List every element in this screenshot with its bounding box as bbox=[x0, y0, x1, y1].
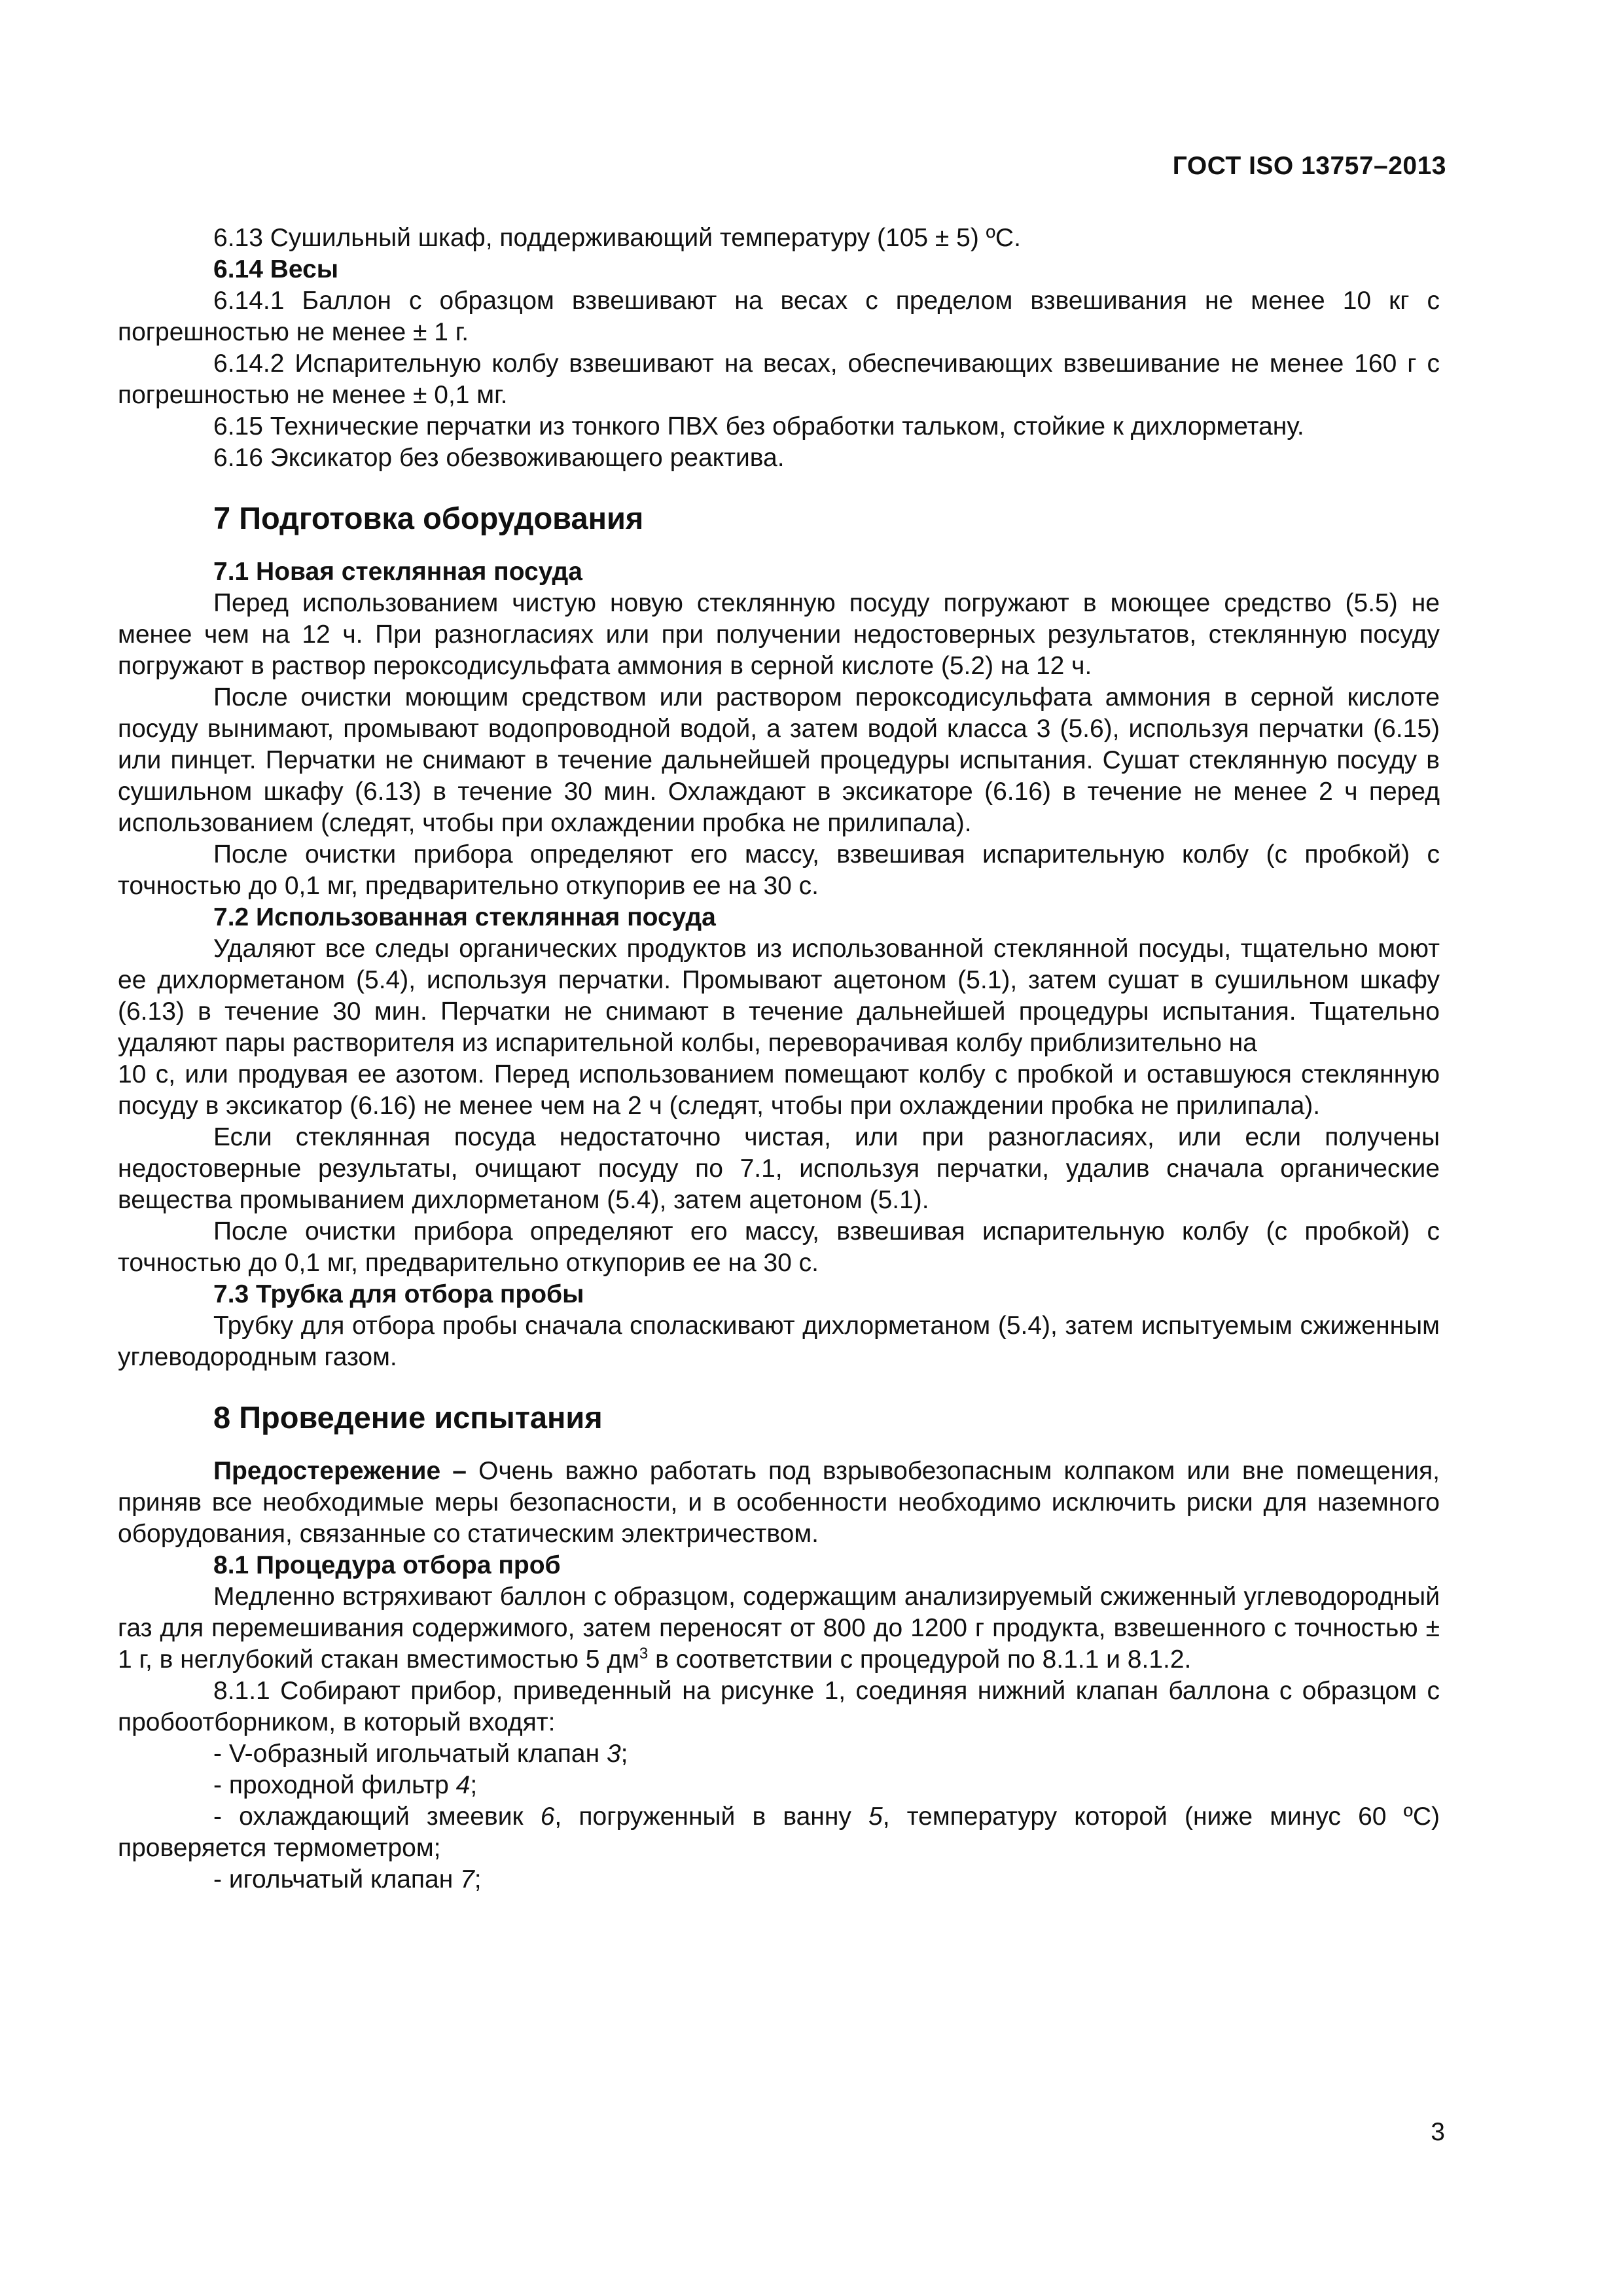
paragraph-6-15: 6.15 Технические перчатки из тонкого ПВХ без обработки тальком, стойкие к дихлорметану. bbox=[213, 412, 1304, 440]
section-8-title: 8 Проведение испытания bbox=[213, 1400, 603, 1435]
section-7-title: 7 Подготовка оборудования bbox=[213, 501, 644, 535]
paragraph-8-1-a bbox=[118, 1581, 1440, 1676]
paragraph-7-1-c: После очистки прибора определяют его массу, взвешивая испарительную колбу (с пробкой) с точностью до 0,1 мг, предварительно откупорив ее на 30 с. bbox=[118, 840, 1440, 900]
subheading-7-1: 7.1 Новая стеклянная посуда bbox=[213, 558, 582, 586]
subheading-7-2: 7.2 Использованная стеклянная посуда bbox=[213, 903, 716, 931]
warning-text: Очень важно работать под взрывобезопасным колпаком или вне помещения, приняв все необходимые меры безопасности, и в особенности необходимо исключить риски для наземного оборудования, связанные со статическим электричеством. bbox=[118, 1457, 1440, 1548]
list-item-ref-2: 5 bbox=[868, 1803, 883, 1831]
paragraph-6-16: 6.16 Эксикатор без обезвоживающего реактива. bbox=[213, 444, 785, 472]
paragraph-6-14-1: 6.14.1 Баллон с образцом взвешивают на весах с пределом взвешивания не менее 10 кг с погрешностью не менее ± 1 г. bbox=[118, 287, 1440, 346]
paragraph-6-14-2: 6.14.2 Испарительную колбу взвешивают на весах, обеспечивающих взвешивание не менее 160 г с погрешностью не менее ± 0,1 мг. bbox=[118, 350, 1440, 409]
paragraph-7-3: Трубку для отбора пробы сначала споласкивают дихлорметаном (5.4), затем испытуемым сжиженным углеводородным газом. bbox=[118, 1312, 1440, 1371]
paragraph-7-2-b: 10 с, или продувая ее азотом. Перед использованием помещают колбу с пробкой и оставшуюся стеклянную посуду в эксикатор (6.16) не менее чем на 2 ч (следят, чтобы при охлаждении пробка не прилипала). bbox=[118, 1060, 1440, 1120]
list-item bbox=[118, 1864, 1440, 1895]
paragraph-7-2-a: Удаляют все следы органических продуктов из использованной стеклянной посуды, тщательно моют ее дихлорметаном (5.4), используя перчатки. Промывают ацетоном (5.1), затем сушат в сушильном шкафу (6.13) в течение 30 мин. Перчатки не снимают в течение дальнейшей процедуры испытания. Тщательно удаляют пары растворителя из испарительной колбы, переворачивая колбу приблизительно на bbox=[118, 935, 1440, 1057]
list-item-mid: , погруженный в ванну bbox=[554, 1803, 869, 1831]
warning-paragraph bbox=[118, 1456, 1440, 1550]
paragraph-8-1-1: 8.1.1 Собирают прибор, приведенный на рисунке 1, соединяя нижний клапан баллона с образцом с пробоотборником, в который входят: bbox=[118, 1677, 1440, 1736]
list-item-text: - игольчатый клапан bbox=[213, 1865, 461, 1893]
list-item bbox=[118, 1801, 1440, 1864]
list-item-ref: 7 bbox=[460, 1865, 474, 1893]
list-item-ref: 3 bbox=[606, 1740, 621, 1768]
list-item-ref: 6 bbox=[540, 1803, 555, 1831]
warning-label: Предостережение – bbox=[213, 1457, 467, 1485]
subheading-6-14: 6.14 Весы bbox=[213, 255, 339, 283]
document-header: ГОСТ ISO 13757–2013 bbox=[1172, 152, 1446, 180]
paragraph-8-1-a-end: в соответствии с процедурой по 8.1.1 и 8.1.2. bbox=[648, 1645, 1192, 1674]
paragraph-6-13: 6.13 Сушильный шкаф, поддерживающий температуру (105 ± 5) ºC. bbox=[213, 224, 1021, 252]
list-item-end: ; bbox=[474, 1865, 482, 1893]
paragraph-8-1-a-text: Медленно встряхивают баллон с образцом, содержащим анализируемый сжиженный углеводородный газ для перемешивания содержимого, затем переносят от 800 до 1200 г продукта, взвешенного с точностью ± 1 г, в неглубокий стакан вместимостью 5 дм bbox=[118, 1583, 1440, 1674]
list-item-ref: 4 bbox=[455, 1771, 471, 1799]
paragraph-7-2-d: После очистки прибора определяют его массу, взвешивая испарительную колбу (с пробкой) с точностью до 0,1 мг, предварительно откупорив ее на 30 с. bbox=[118, 1217, 1440, 1277]
list-item-end: , температуру которой (ниже минус 60 ºC) проверяется термометром; bbox=[118, 1803, 1440, 1862]
list-item bbox=[118, 1770, 1440, 1801]
list-item-text: - V-образный игольчатый клапан bbox=[213, 1740, 607, 1768]
list-item-text: - охлаждающий змеевик bbox=[213, 1803, 541, 1831]
list-item-text: - проходной фильтр bbox=[213, 1771, 456, 1799]
page-number: 3 bbox=[1431, 2118, 1445, 2146]
paragraph-7-1-a: Перед использованием чистую новую стеклянную посуду погружают в моющее средство (5.5) не менее чем на 12 ч. При разногласиях или при получении недостоверных результатов, стеклянную посуду погружают в раствор пероксодисульфата аммония в серной кислоте (5.2) на 12 ч. bbox=[118, 589, 1440, 680]
paragraph-7-1-b: После очистки моющим средством или раствором пероксодисульфата аммония в серной кислоте посуду вынимают, промывают водопроводной водой, а затем водой класса 3 (5.6), используя перчатки (6.15) или пинцет. Перчатки не снимают в течение дальнейшей процедуры испытания. Сушат стеклянную посуду в сушильном шкафу (6.13) в течение 30 мин. Охлаждают в эксикаторе (6.16) в течение не менее 2 ч перед использованием (следят, чтобы при охлаждении пробка не прилипала). bbox=[118, 683, 1440, 837]
subheading-8-1: 8.1 Процедура отбора проб bbox=[213, 1551, 561, 1579]
subheading-7-3: 7.3 Трубка для отбора пробы bbox=[213, 1280, 584, 1308]
list-item bbox=[118, 1738, 1440, 1770]
paragraph-7-2-c: Если стеклянная посуда недостаточно чистая, или при разногласиях, или если получены недостоверные результаты, очищают посуду по 7.1, используя перчатки, удалив сначала органические вещества промыванием дихлорметаном (5.4), затем ацетоном (5.1). bbox=[118, 1123, 1440, 1214]
list-item-end: ; bbox=[620, 1740, 628, 1768]
document-body bbox=[118, 223, 1440, 1895]
list-item-end: ; bbox=[470, 1771, 478, 1799]
superscript-3: 3 bbox=[639, 1645, 649, 1662]
